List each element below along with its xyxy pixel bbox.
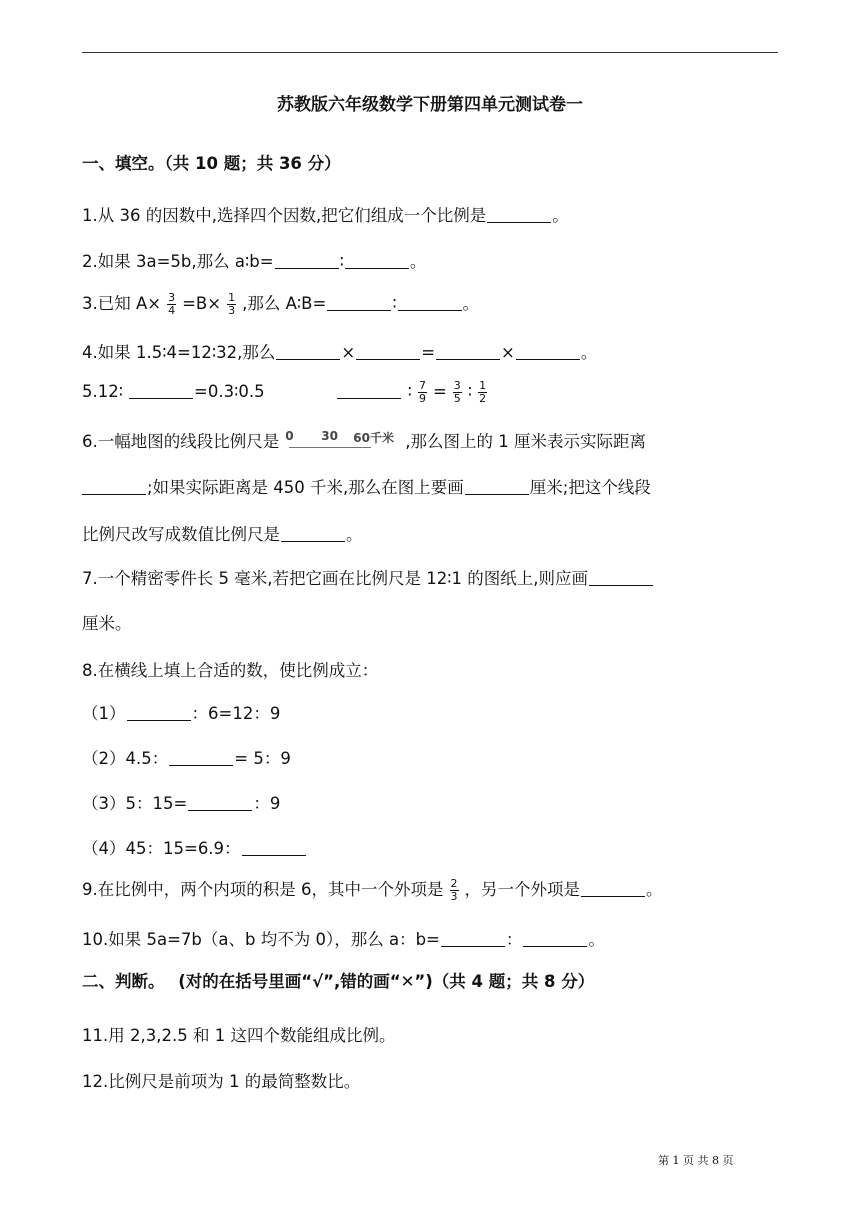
fraction: $\frac{2}{3}$ [450, 877, 458, 903]
answer-blank[interactable] [276, 343, 340, 361]
scale-bar-image: 0 30 60千米 [283, 431, 401, 451]
answer-blank[interactable] [356, 343, 420, 361]
answer-blank[interactable] [275, 252, 339, 270]
question-12: 12.比例尺是前项为 1 的最简整数比。 [82, 1072, 361, 1091]
fraction: $\frac{1}{2}$ [479, 379, 487, 405]
answer-blank[interactable] [327, 294, 391, 312]
question-6: 6.一幅地图的线段比例尺是 0 30 60千米 ,那么图上的 1 厘米表示实际距离 [82, 429, 646, 451]
page-number: 第 1 页 共 8 页 [658, 1154, 734, 1167]
question-8: 8.在横线上填上合适的数，使比例成立： [82, 661, 379, 680]
answer-blank[interactable] [487, 206, 551, 224]
answer-blank[interactable] [169, 749, 233, 767]
answer-blank[interactable] [581, 880, 645, 898]
answer-blank[interactable] [441, 930, 505, 948]
fraction: $\frac{3}{4}$ [168, 291, 176, 317]
header-rule [82, 52, 778, 53]
answer-blank[interactable] [242, 839, 306, 857]
answer-blank[interactable] [127, 704, 191, 722]
answer-blank[interactable] [398, 294, 462, 312]
answer-blank[interactable] [465, 478, 529, 496]
answer-blank[interactable] [82, 478, 146, 496]
question-2: 2.如果 3a=5b,那么 a∶b= ∶ 。 [82, 252, 427, 271]
question-11: 11.用 2,3,2.5 和 1 这四个数能组成比例。 [82, 1026, 396, 1045]
fraction: $\frac{3}{5}$ [453, 379, 461, 405]
fraction: $\frac{7}{9}$ [418, 379, 426, 405]
question-4: 4.如果 1.5∶4=12∶32,那么 × = × 。 [82, 343, 598, 362]
answer-blank[interactable] [129, 382, 193, 400]
question-10: 10.如果 5a=7b（a、b 均不为 0），那么 a：b= ： 。 [82, 930, 605, 949]
page-title: 苏教版六年级数学下册第四单元测试卷一 [277, 95, 583, 115]
answer-blank[interactable] [523, 930, 587, 948]
question-5: 5.12∶ =0.3∶0.5 ∶ $\frac{7}{9}$ = $\frac{3}{5}$ ∶ $\frac{1}{2}$ [82, 379, 487, 405]
fraction: $\frac{1}{3}$ [228, 291, 236, 317]
question-7: 7.一个精密零件长 5 毫米,若把它画在比例尺是 12∶1 的图纸上,则应画 [82, 565, 654, 589]
answer-blank[interactable] [345, 252, 409, 270]
question-3: 3.已知 A× $\frac{3}{4}$ =B× $\frac{1}{3}$ ,那么 A∶B= ∶ 。 [82, 291, 480, 317]
question-6-line-2: ;如果实际距离是 450 千米,那么在图上要画 厘米;把这个线段 [82, 474, 651, 498]
question-8-4: （4）45：15=6.9： [82, 835, 307, 859]
question-6-line-3: 比例尺改写成数值比例尺是 。 [82, 525, 363, 544]
question-8-3: （3）5：15= ：9 [82, 794, 281, 813]
section-fill-in: 一、填空。（共 10 题；共 36 分） [82, 154, 341, 173]
answer-blank[interactable] [188, 794, 252, 812]
answer-blank[interactable] [337, 382, 401, 400]
section-true-false: 二、判断。 (对的在括号里画“√”,错的画“✕”)（共 4 题；共 8 分） [82, 972, 595, 991]
answer-blank[interactable] [281, 525, 345, 543]
question-7-line-2: 厘米。 [82, 614, 132, 633]
question-1: 1.从 36 的因数中,选择四个因数,把它们组成一个比例是 。 [82, 206, 569, 225]
question-9: 9.在比例中，两个内项的积是 6，其中一个外项是 $\frac{2}{3}$ ，另一个外项是 。 [82, 877, 663, 903]
answer-blank[interactable] [589, 569, 653, 587]
question-8-1: （1） ：6=12：9 [82, 704, 281, 723]
answer-blank[interactable] [436, 343, 500, 361]
answer-blank[interactable] [516, 343, 580, 361]
question-8-2: （2）4.5： = 5：9 [82, 749, 291, 768]
